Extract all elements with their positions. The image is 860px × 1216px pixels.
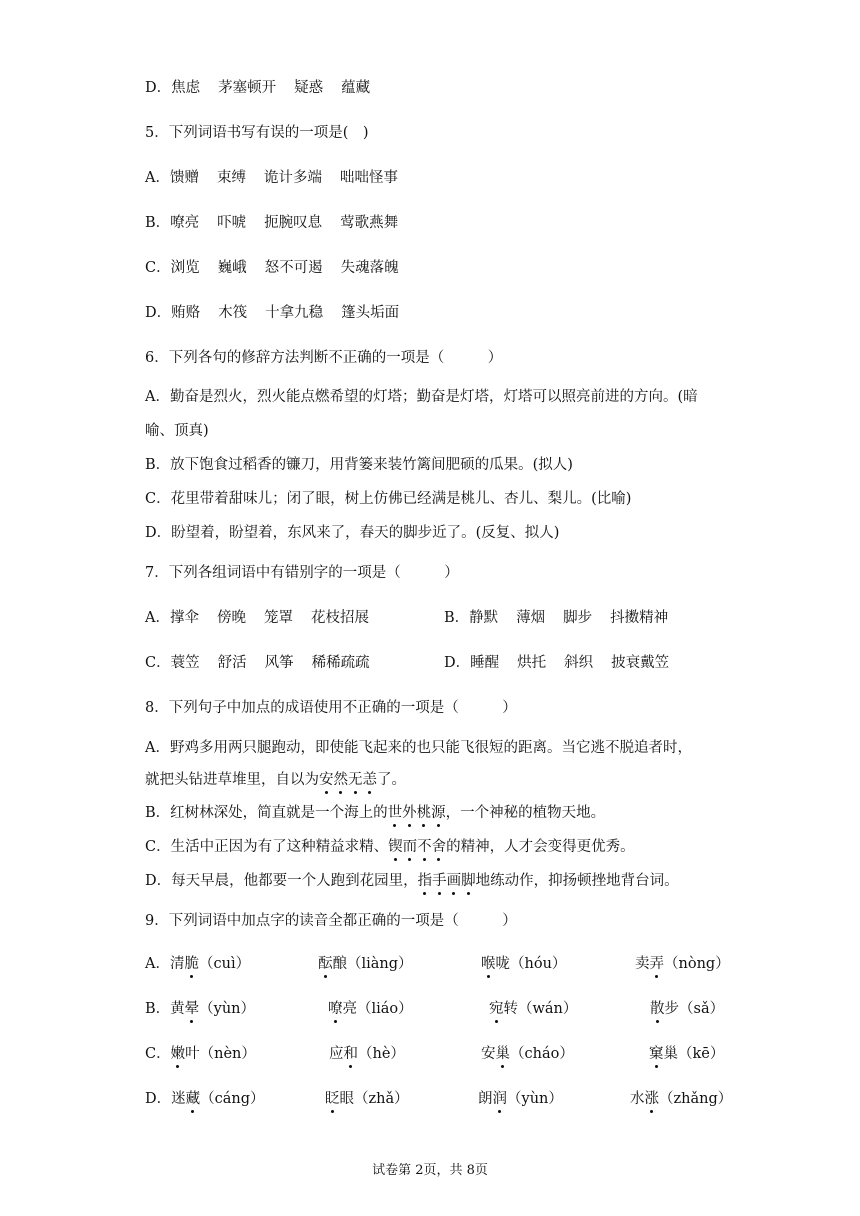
- word: 木筏: [218, 305, 248, 321]
- word: 馈赠: [169, 170, 199, 186]
- text: （hè）: [358, 1046, 405, 1062]
- text: 巢（kē）: [663, 1046, 725, 1062]
- q6-option-b: B．放下饱食过稻香的镰刀，用背篓来装竹篱间肥硕的瓜果。(拟人): [145, 457, 573, 473]
- text: 地练动作，抑扬顿挫地背台词。: [475, 873, 679, 889]
- dotted-char: 喉: [481, 956, 496, 972]
- q4-option-d: [145, 78, 370, 98]
- q9-stem: 9．下列词语中加点字的读音全都正确的一项是（ ）: [145, 913, 517, 929]
- option-letter: B．: [444, 610, 470, 626]
- text: A．清: [145, 956, 185, 972]
- word: 扼腕叹息: [264, 215, 323, 231]
- dotted-char: 手: [432, 873, 447, 889]
- q5-option-d: [145, 303, 399, 323]
- text: （nòng）: [664, 956, 730, 972]
- dotted-char: 润: [492, 1091, 507, 1107]
- dotted-char: 指: [417, 873, 433, 889]
- q7-option-d: [444, 653, 669, 673]
- text: （cháo）: [510, 1046, 574, 1062]
- q8-option-d: [145, 871, 679, 891]
- word: 披衰戴笠: [611, 655, 670, 671]
- word: 稀稀疏疏: [311, 655, 370, 671]
- text: （yùn）: [507, 1091, 563, 1107]
- q8-option-b: [145, 803, 605, 823]
- word: 十拿九稳: [265, 305, 324, 321]
- dotted-char: 桃: [416, 805, 432, 821]
- q9-item: [329, 1044, 405, 1064]
- q5-option-c: [145, 258, 399, 278]
- word: 斜织: [564, 655, 594, 671]
- option-letter: C．: [145, 260, 171, 276]
- option-letter: B．: [145, 215, 171, 231]
- text: 叶（nèn）: [185, 1046, 256, 1062]
- q8-option-c: [145, 837, 635, 857]
- q7-stem: 7．下列各组词语中有错别字的一项是（ ）: [145, 565, 459, 581]
- q9-item: [145, 1089, 265, 1109]
- dotted-char: 宛: [489, 1001, 504, 1017]
- text: （zhǎng）: [659, 1091, 733, 1107]
- text: 卖: [635, 956, 650, 972]
- text: 就把头钻进草堆里，自以为: [145, 772, 319, 788]
- dotted-char: 而: [402, 839, 418, 855]
- word: 诡计多端: [263, 170, 322, 186]
- dotted-char: 涨: [644, 1091, 659, 1107]
- word: 薄烟: [516, 610, 546, 626]
- text: （cuì）: [198, 956, 251, 972]
- q9-item: [489, 999, 577, 1019]
- text: D．迷: [145, 1091, 186, 1107]
- dotted-char: 脚: [461, 873, 476, 889]
- word: 咄咄怪事: [339, 170, 398, 186]
- dotted-char: 世: [387, 805, 403, 821]
- text: 转（wán）: [503, 1001, 578, 1017]
- text: 亮（liáo）: [342, 1001, 413, 1017]
- word: 傍晚: [216, 610, 246, 626]
- text: 酿（liàng）: [332, 956, 413, 972]
- q9-item: [318, 954, 413, 974]
- q9-item: [145, 954, 250, 974]
- q7-option-a: [145, 608, 369, 628]
- word: 浏览: [170, 260, 200, 276]
- dotted-char: 画: [446, 873, 462, 889]
- word: 静默: [469, 610, 499, 626]
- q9-item: [649, 1044, 724, 1064]
- text: B．红树林深处，简直就是一个海上的: [145, 805, 388, 821]
- word: 舒活: [217, 655, 247, 671]
- q9-item: [145, 1044, 256, 1064]
- dotted-char: 眨: [325, 1091, 340, 1107]
- option-letter: D．: [145, 305, 172, 321]
- text: B．黄: [145, 1001, 185, 1017]
- option-letter: C．: [145, 655, 171, 671]
- dotted-char: 然: [333, 772, 348, 788]
- dotted-char: 不: [417, 839, 432, 855]
- q9-item: [325, 1089, 409, 1109]
- word: 脚步: [563, 610, 593, 626]
- word: 风筝: [264, 655, 294, 671]
- option-letter: A．: [145, 170, 170, 186]
- q6-option-a-cont: 喻、顶真): [145, 423, 209, 439]
- word: 疑惑: [294, 80, 324, 96]
- text: 咙（hóu）: [495, 956, 567, 972]
- text: 眼（zhǎ）: [339, 1091, 409, 1107]
- q9-item: [478, 1089, 563, 1109]
- q8-option-a: A．野鸡多用两只腿跑动，即使能飞起来的也只能飞很短的距离。当它逃不脱追者时，: [145, 740, 692, 756]
- q5-option-a: [145, 168, 398, 188]
- word: 莺歌燕舞: [340, 215, 399, 231]
- option-letter: D．: [444, 655, 471, 671]
- word: 笼罩: [263, 610, 293, 626]
- dotted-char: 安: [319, 772, 334, 788]
- dotted-char: 窠: [649, 1046, 664, 1062]
- dotted-char: 外: [402, 805, 417, 821]
- word: 贿赂: [171, 305, 201, 321]
- q7-option-c: [145, 653, 370, 673]
- word: 焦虑: [171, 80, 201, 96]
- word: 怒不可遏: [264, 260, 323, 276]
- word: 失魂落魄: [340, 260, 399, 276]
- dotted-char: 脆: [184, 956, 199, 972]
- q6-option-c: C．花里带着甜味儿；闭了眼，树上仿佛已经满是桃儿、杏儿、梨儿。(比喻): [145, 491, 632, 507]
- word: 抖擞精神: [610, 610, 669, 626]
- dotted-char: 散: [650, 1001, 665, 1017]
- q9-item: [630, 1089, 732, 1109]
- option-letter: A．: [145, 610, 170, 626]
- q8-stem: 8．下列句子中加点的成语使用不正确的一项是（ ）: [145, 700, 517, 716]
- word: 巍峨: [217, 260, 247, 276]
- q6-stem: 6．下列各句的修辞方法判断不正确的一项是（ ）: [145, 350, 503, 366]
- text: C．: [145, 1046, 171, 1062]
- q6-option-a: A．勤奋是烈火，烈火能点燃希望的灯塔；勤奋是灯塔，灯塔可以照亮前进的方向。(暗: [145, 389, 698, 405]
- text: 应: [329, 1046, 344, 1062]
- word: 花枝招展: [310, 610, 369, 626]
- q9-item: [635, 954, 730, 974]
- page-footer: 试卷第 2页，共 8页: [372, 1163, 488, 1178]
- dotted-char: 嘹: [328, 1001, 343, 1017]
- q9-item: [481, 1044, 574, 1064]
- dotted-char: 舍: [431, 839, 447, 855]
- dotted-char: 嫩: [170, 1046, 186, 1062]
- text: 步（sǎ）: [664, 1001, 725, 1017]
- text: （cáng）: [200, 1091, 265, 1107]
- q9-item: [650, 999, 724, 1019]
- dotted-char: 酝: [318, 956, 333, 972]
- text: C．生活中正因为有了这种精益求精、: [145, 839, 389, 855]
- dotted-char: 源: [431, 805, 446, 821]
- word: 束缚: [216, 170, 246, 186]
- word: 蓑笠: [170, 655, 200, 671]
- dotted-char: 巢: [495, 1046, 510, 1062]
- q7-option-b: [444, 608, 668, 628]
- word: 茅塞顿开: [218, 80, 277, 96]
- word: 撑伞: [169, 610, 199, 626]
- word: 嘹亮: [170, 215, 200, 231]
- q5-option-b: [145, 213, 398, 233]
- q5-stem: 5．下列词语书写有误的一项是( ): [145, 125, 369, 141]
- word: 篷头垢面: [341, 305, 400, 321]
- dotted-char: 弄: [649, 956, 664, 972]
- word: 睡醒: [470, 655, 500, 671]
- dotted-char: 无: [348, 772, 363, 788]
- q9-item: [145, 999, 255, 1019]
- word: 吓唬: [217, 215, 247, 231]
- dotted-char: 晕: [184, 1001, 200, 1017]
- text: D．每天早晨，他都要一个人跑到花园里，: [145, 873, 418, 889]
- word: 烘托: [517, 655, 547, 671]
- text: 的精神，人才会变得更优秀。: [446, 839, 635, 855]
- q9-item: [328, 999, 413, 1019]
- word: 蕴藏: [341, 80, 371, 96]
- text: ，一个神秘的植物天地。: [445, 805, 606, 821]
- option-letter: D．: [145, 80, 172, 96]
- text: 安: [481, 1046, 496, 1062]
- text: 了。: [377, 772, 406, 788]
- q9-item: [481, 954, 566, 974]
- q6-option-d: D．盼望着，盼望着，东风来了，春天的脚步近了。(反复、拟人): [145, 525, 560, 541]
- dotted-char: 恙: [362, 772, 377, 788]
- dotted-char: 藏: [185, 1091, 201, 1107]
- text: （yùn）: [199, 1001, 256, 1017]
- text: 水: [630, 1091, 645, 1107]
- text: 朗: [478, 1091, 493, 1107]
- q8-option-a-cont: [145, 770, 406, 790]
- dotted-char: 锲: [388, 839, 403, 855]
- dotted-char: 和: [343, 1046, 358, 1062]
